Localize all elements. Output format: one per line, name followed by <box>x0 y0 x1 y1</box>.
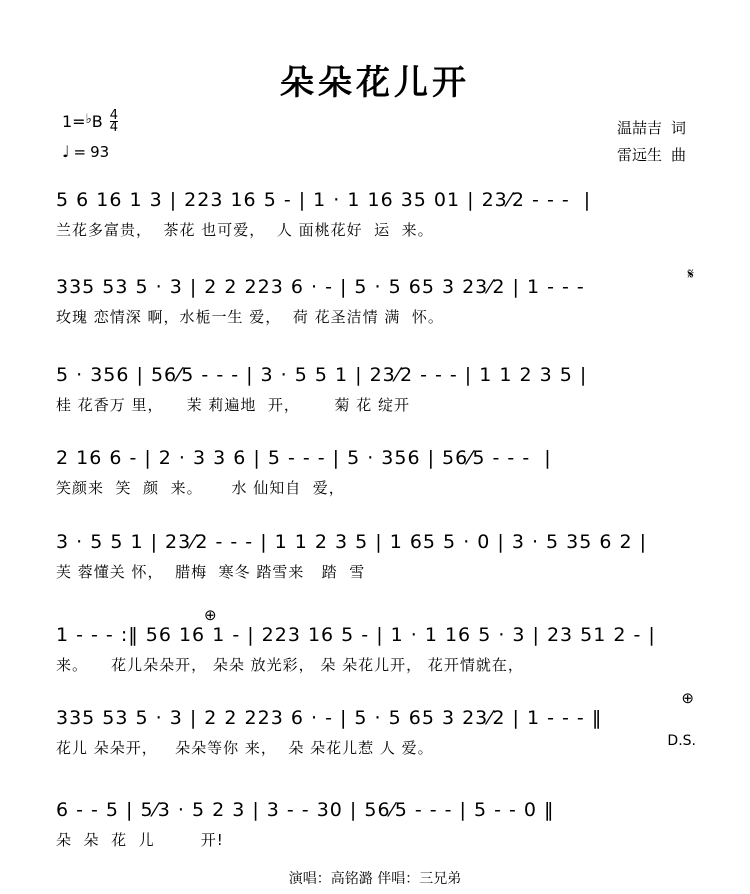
page-title: 朵朵花儿开 <box>280 63 470 103</box>
key-signature <box>62 108 118 138</box>
meter-denominator: 4 <box>109 120 118 135</box>
lyricist-credit <box>617 115 686 142</box>
music-system-8 <box>56 795 696 853</box>
music-system-4 <box>56 443 696 501</box>
notation-line: 3 · 5 5 1 | 23⁄2 - - - | 1 1 2 3 5 | 1 65 5 · 0 | 3 · 5 35 6 2 | <box>56 531 648 553</box>
lyrics-line: 芙 蓉懂关 怀， 腊梅 寒冬 踏雪来 踏 雪 <box>56 563 366 581</box>
notation-line: 5 6 16 1 3 | 223 16 5 - | 1 · 1 16 35 01 | 23⁄2 - - - | <box>56 189 592 211</box>
lyrics-line: 来。 花儿朵朵开， 朵朵 放光彩， 朵 朵花儿开， 花开情就在， <box>56 656 524 674</box>
lyricist-name: 温喆吉 <box>616 119 662 137</box>
notation-line: 2 16 6 - | 2 · 3 3 6 | 5 - - - | 5 · 356 | 56⁄5 - - - | <box>56 447 552 469</box>
tempo-value: 93 <box>90 142 110 161</box>
key-and-tempo-block <box>62 108 118 161</box>
lyrics-line: 玫瑰 恋情深 啊，水栀一生 爱， 荷 花圣洁情 满 怀。 <box>56 308 444 326</box>
time-signature <box>110 110 118 133</box>
segno-icon: 𝄋 <box>687 267 694 283</box>
ds-marking: D.S. <box>667 733 696 749</box>
music-system-5 <box>56 527 696 585</box>
music-system-1 <box>56 185 696 243</box>
performer-credits: 演唱：高铭潞 伴唱：三兄弟 <box>288 871 462 887</box>
composer-role: 曲 <box>670 146 686 164</box>
quarter-note-icon: ♩ <box>62 142 70 161</box>
tempo-equals: = <box>73 142 87 161</box>
fermata-icon: ⊕ <box>681 691 694 707</box>
lyricist-role: 词 <box>670 119 686 137</box>
notation-line: 335 53 5 · 3 | 2 2 223 6 · - | 5 · 5 65 3 23⁄2 | 1 - - - <box>56 276 585 298</box>
credits-block <box>617 115 686 169</box>
key-label: 1= <box>62 112 86 131</box>
notation-line: 5 · 356 | 56⁄5 - - - | 3 · 5 5 1 | 23⁄2 - - - | 1 1 2 3 5 | <box>56 364 588 386</box>
music-system-7 <box>56 691 696 761</box>
lyrics-line: 笑颜来 笑 颜 来。 水 仙知自 爱， <box>56 479 345 497</box>
notation-line: 6 - - 5 | 5⁄3 · 5 2 3 | 3 - - 30 | 56⁄5 - - - | 5 - - 0 ‖ <box>56 799 555 821</box>
composer-name: 雷远生 <box>616 146 662 164</box>
fermata-icon: ⊕ <box>204 608 217 624</box>
notation-line: 335 53 5 · 3 | 2 2 223 6 · - | 5 · 5 65 3 23⁄2 | 1 - - - ‖ <box>56 707 603 729</box>
music-system-3 <box>56 360 696 418</box>
lyrics-line: 花儿 朵朵开， 朵朵等你 来， 朵 朵花儿惹 人 爱。 <box>56 739 434 757</box>
lyrics-line: 桂 花香万 里， 茉 莉遍地 开， 菊 花 绽开 <box>56 396 411 414</box>
lyrics-line: 朵 朵 花 儿 开! <box>56 831 224 849</box>
notation-line: 1 - - - :‖ 56 16 1 - | 223 16 5 - | 1 · 1 16 5 · 3 | 23 51 2 - | <box>56 624 656 646</box>
key-note: B <box>91 112 103 131</box>
meter-numerator: 4 <box>109 108 118 123</box>
composer-credit <box>617 142 686 169</box>
lyrics-line: 兰花多富贵， 茶花 也可爱， 人 面桃花好 运 来。 <box>56 221 434 239</box>
music-system-2 <box>56 267 696 330</box>
tempo-marking <box>62 142 118 161</box>
flat-symbol: ♭ <box>85 112 92 127</box>
music-system-6 <box>56 608 696 678</box>
